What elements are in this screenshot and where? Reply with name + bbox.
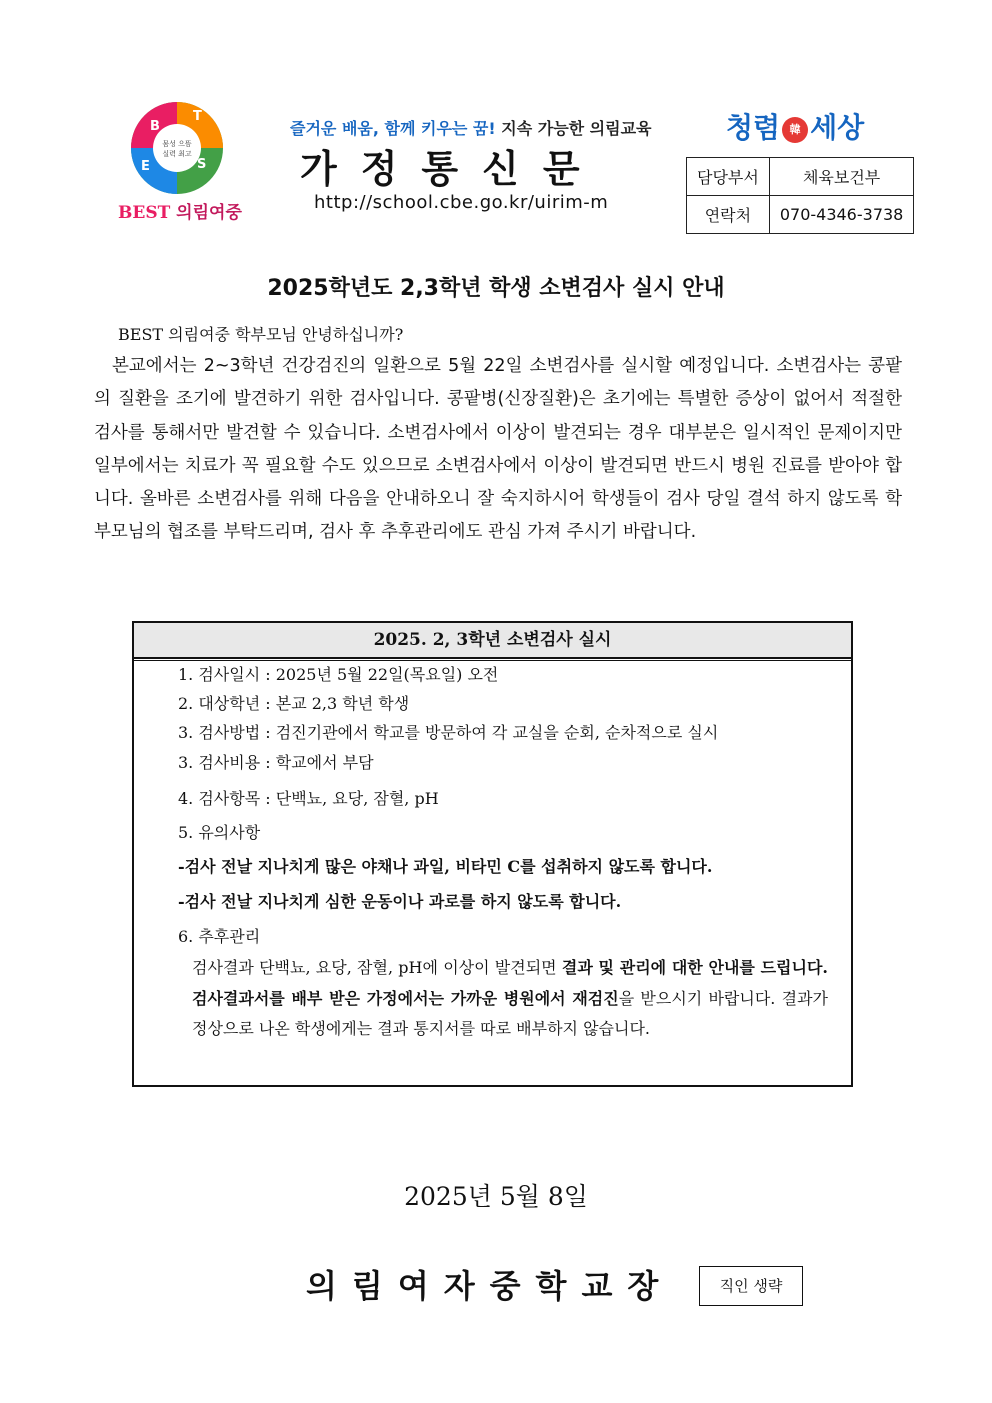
dept-label: 담당부서 — [687, 158, 770, 196]
issue-date: 2025년 5월 8일 — [404, 1182, 588, 1211]
logo-caption-school: 의림여중 — [170, 203, 242, 223]
logo-letter-e: E — [141, 159, 150, 174]
logo-letter-b: B — [150, 119, 160, 134]
logo-caption — [118, 198, 248, 223]
box-header-divider — [134, 660, 851, 661]
notice-title: 2025학년도 2,3학년 학생 소변검사 실시 안내 — [267, 276, 725, 301]
followup-b: 결과 및 관리에 대한 안내를 드립니다. 검사결과서를 배부 받은 가정에서는 가까운 병원에서 재검진 — [192, 958, 828, 1008]
contact-row-dept — [687, 158, 914, 196]
box-header: 2025. 2, 3학년 소변검사 실시 — [134, 623, 851, 659]
dept-value: 체육보건부 — [769, 158, 914, 196]
phone-label: 연락처 — [687, 196, 770, 234]
info-box — [132, 621, 853, 1087]
paper-title: 가정통신문 — [300, 147, 604, 191]
caution-1: -검사 전날 지나치게 많은 야채나 과일, 비타민 C를 섭취하지 않도록 합니다. — [178, 857, 713, 876]
slogan-part3: 지속 가능한 의림교육 — [501, 119, 652, 138]
contact-table — [686, 157, 914, 234]
item-followup-title: 6. 추후관리 — [178, 927, 261, 946]
caution-2: -검사 전날 지나치게 심한 운동이나 과로를 하지 않도록 합니다. — [178, 892, 622, 911]
followup-text — [192, 953, 828, 1045]
campaign-right: 세상 — [810, 111, 865, 144]
item-tests: 4. 검사항목 : 단백뇨, 요당, 잠혈, pH — [178, 789, 439, 808]
greeting: BEST 의림여중 학부모님 안녕하십니까? — [118, 325, 404, 344]
slogan — [290, 116, 652, 139]
item-cautions-title: 5. 유의사항 — [178, 823, 261, 842]
item-date: 1. 검사일시 : 2025년 5월 22일(목요일) 오전 — [178, 665, 499, 684]
phone-value: 070-4346-3738 — [769, 196, 914, 234]
site-url[interactable]: http://school.cbe.go.kr/uirim-m — [314, 192, 609, 213]
item-cost: 3. 검사비용 : 학교에서 부담 — [178, 753, 374, 772]
logo-center-text-1: 몸성 으뜸 — [162, 140, 192, 148]
slogan-part2: 함께 키우는 꿈! — [384, 119, 502, 138]
logo-caption-best: BEST — [118, 203, 171, 223]
campaign-left: 청렴 — [726, 111, 781, 144]
notice-body: 본교에서는 2~3학년 건강검진의 일환으로 5월 22일 소변검사를 실시할 예정입니다. 소변검사는 콩팥의 질환을 조기에 발견하기 위한 검사입니다. 콩팥병(신장질환)은 초기에는 특별한 증상이 없어서 적절한 검사를 통해서만 발견할 수 있습니다. 소변검사에서 이상이 발견되는 경우 대부분은 일시적인 문제이지만 일부에서는 치료가 꼭 필요할 수도 있으므로 소변검사에서 이상이 발견되면 반드시 병원 진료를 받아야 합니다. 올바른 소변검사를 위해 다음을 안내하오니 잘 숙지하시어 학생들이 검사 당일 결석 하지 않도록 학부모님의 협조를 부탁드리며, 검사 후 추후관리에도 관심 가져 주시기 바랍니다. — [94, 356, 902, 543]
logo-letter-s: S — [197, 157, 207, 172]
logo-letter-t: T — [193, 109, 202, 124]
item-target: 2. 대상학년 : 본교 2,3 학년 학생 — [178, 694, 410, 713]
item-method: 3. 검사방법 : 검진기관에서 학교를 방문하여 각 교실을 순회, 순차적으로 실시 — [178, 723, 719, 742]
logo-emblem-icon — [125, 98, 245, 198]
campaign-seal-icon: 韓 — [782, 117, 808, 143]
followup-c: 을 받으시기 바랍니다. 결과가 정상으로 나온 학생에게는 결과 통지서를 따로 배부하지 않습니다. — [192, 988, 828, 1038]
followup-a: 검사결과 단백뇨, 요당, 잠혈, pH에 이상이 발견되면 — [192, 958, 562, 977]
logo-center-text-2: 실력 최고 — [162, 150, 192, 158]
contact-row-phone — [687, 196, 914, 234]
slogan-part1: 즐거운 배움, — [290, 119, 385, 138]
principal-signature: 의림여자중학교장 — [306, 1267, 674, 1305]
seal-omitted-box: 직인 생략 — [699, 1266, 803, 1306]
campaign-logo — [726, 106, 864, 146]
